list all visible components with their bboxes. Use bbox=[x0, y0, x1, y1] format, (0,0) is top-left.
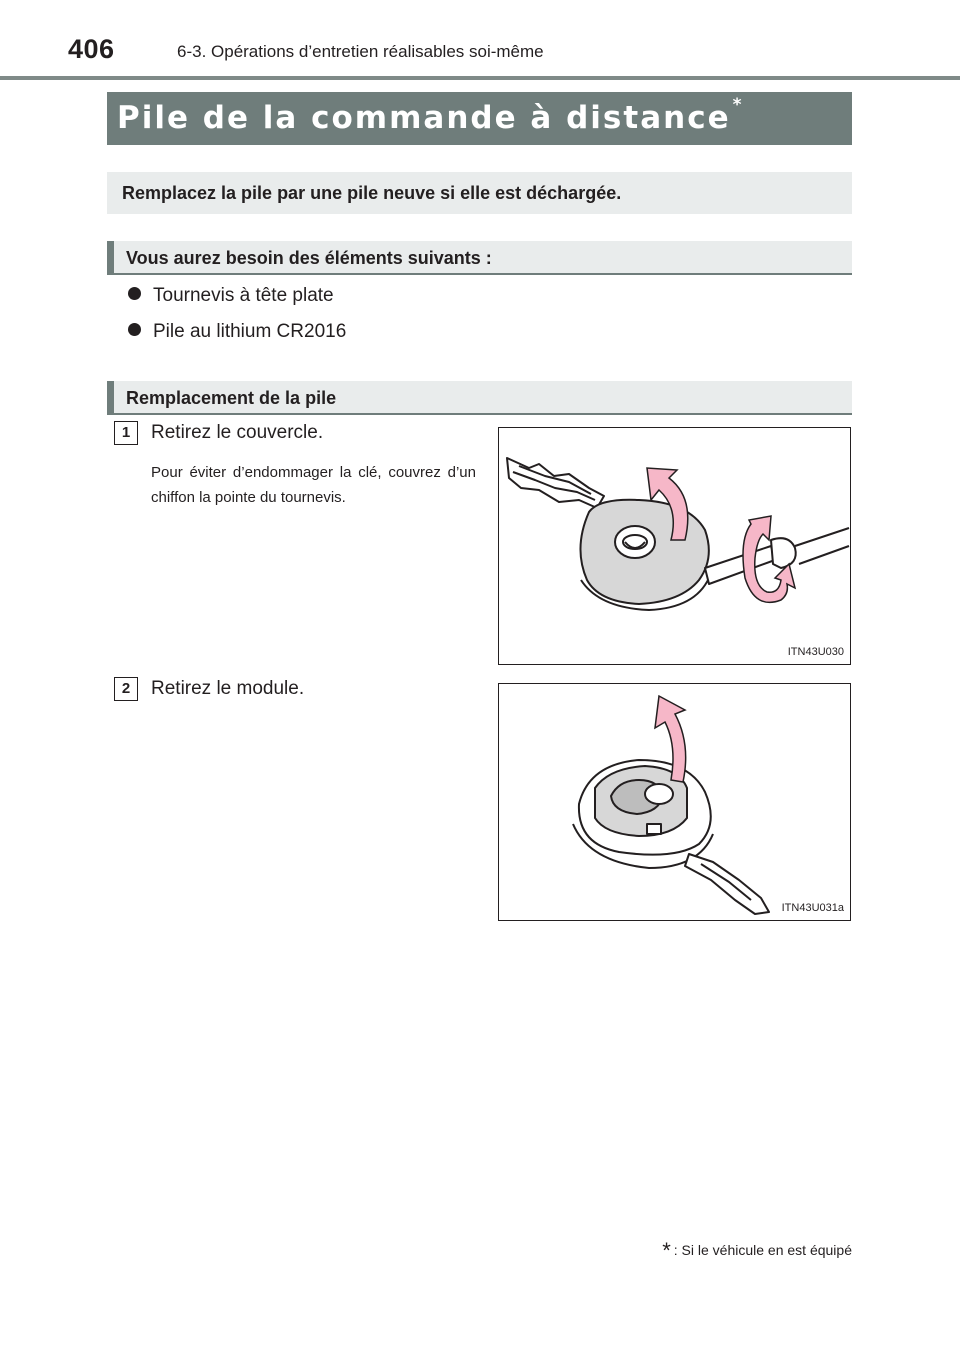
step-number-badge: 2 bbox=[114, 677, 138, 701]
replacement-heading: Remplacement de la pile bbox=[107, 381, 852, 415]
bullet-icon bbox=[128, 287, 141, 300]
step-note: Pour éviter d’endommager la clé, couvrez d’un chiffon la pointe du tournevis. bbox=[151, 464, 476, 506]
step-instruction: Retirez le couvercle. bbox=[151, 422, 324, 443]
title-asterisk-marker: * bbox=[732, 95, 744, 115]
bullet-icon bbox=[128, 323, 141, 336]
footnote bbox=[662, 1238, 852, 1264]
intro-box: Remplacez la pile par une pile neuve si elle est déchargée. bbox=[107, 172, 852, 214]
needs-item-label: Pile au lithium CR2016 bbox=[153, 321, 347, 342]
step-instruction: Retirez le module. bbox=[151, 678, 305, 699]
needs-item bbox=[128, 321, 346, 343]
key-screwdriver-illustration bbox=[499, 428, 850, 664]
step-number-badge: 1 bbox=[114, 421, 138, 445]
needs-heading: Vous aurez besoin des éléments suivants : bbox=[107, 241, 852, 275]
asterisk-icon: * bbox=[662, 1238, 671, 1263]
page-title bbox=[107, 92, 852, 145]
page-number: 406 bbox=[68, 34, 115, 64]
figure-code: ITN43U031a bbox=[781, 902, 844, 914]
figure-remove-cover bbox=[498, 427, 851, 665]
header-divider bbox=[0, 76, 960, 80]
figure-remove-module bbox=[498, 683, 851, 921]
figure-code: ITN43U030 bbox=[787, 646, 844, 658]
needs-item bbox=[128, 285, 334, 307]
key-module-illustration bbox=[499, 684, 850, 920]
page-title-text: Pile de la commande à distance bbox=[117, 100, 731, 136]
section-breadcrumb: 6-3. Opérations d’entretien réalisables soi-même bbox=[177, 42, 544, 61]
needs-item-label: Tournevis à tête plate bbox=[153, 285, 334, 306]
footnote-text: : Si le véhicule en est équipé bbox=[673, 1242, 852, 1258]
